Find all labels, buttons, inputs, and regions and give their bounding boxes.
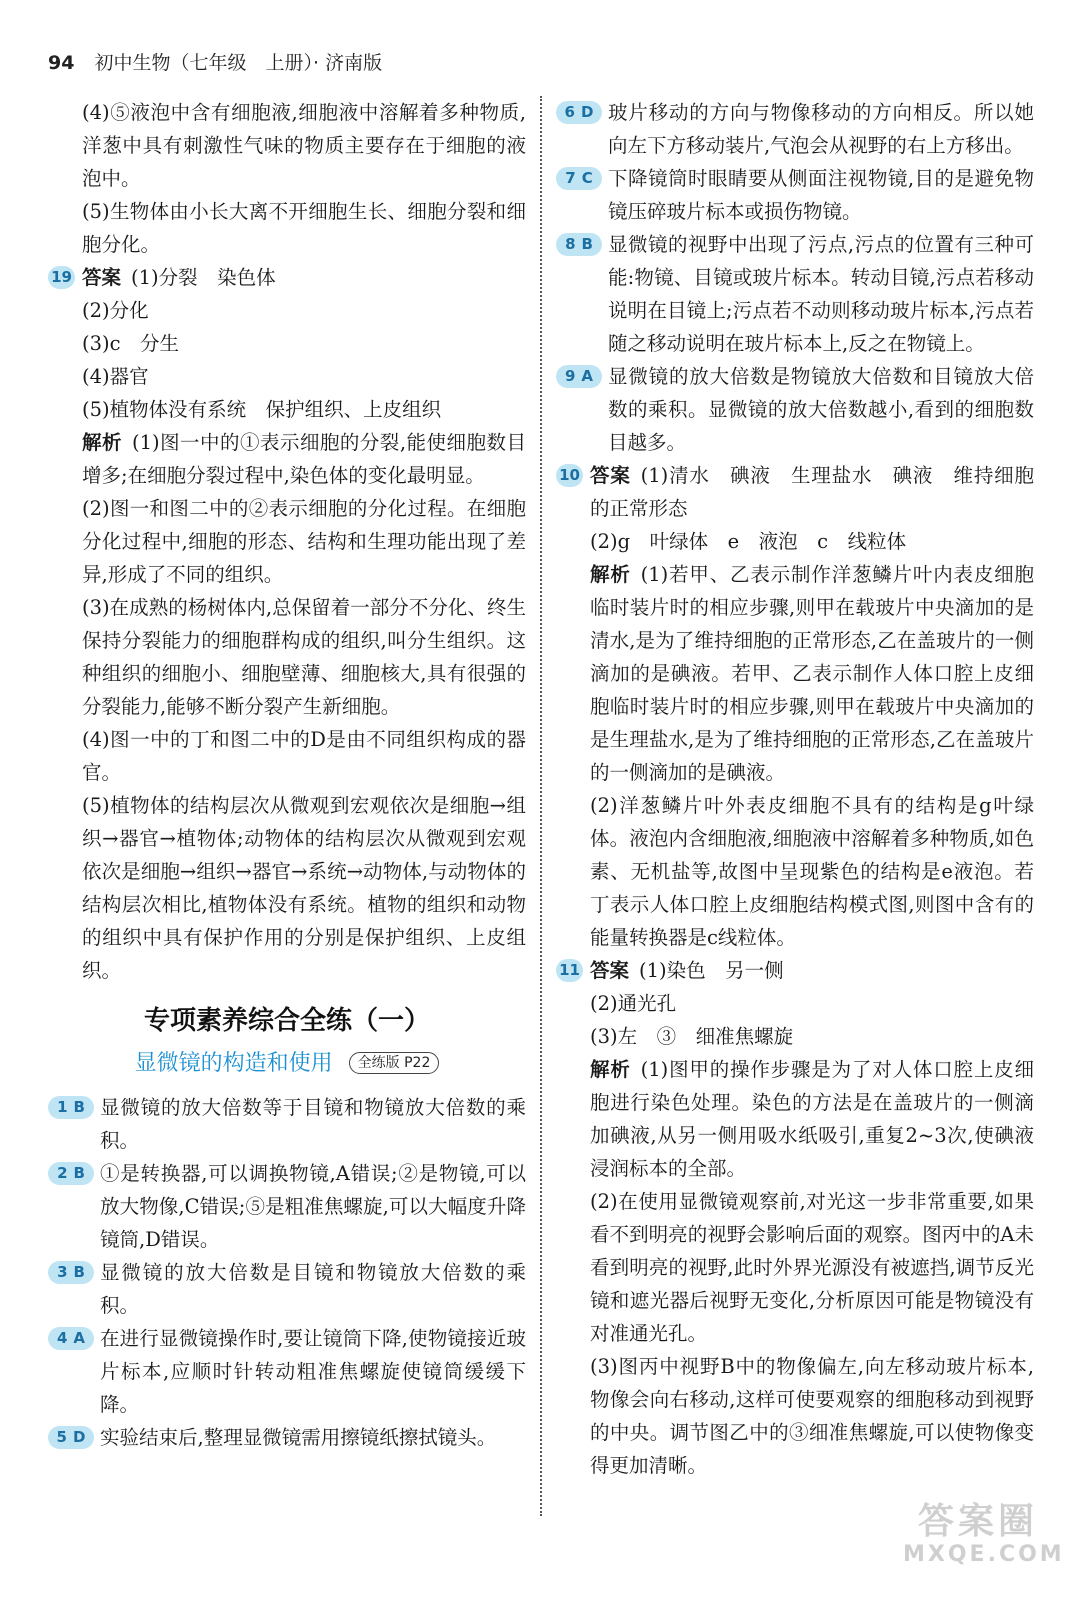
- book-title: 初中生物（七年级 上册）· 济南版: [94, 52, 383, 74]
- question-item: [556, 228, 1034, 360]
- question-item: [48, 1421, 526, 1454]
- answer-line: (2)通光孔: [590, 992, 677, 1015]
- question-number: 3: [57, 1263, 68, 1281]
- analysis-paragraph: [556, 558, 1034, 789]
- question-item: [48, 1091, 526, 1157]
- question-number: 6: [564, 103, 575, 121]
- answer-choice: B: [73, 1098, 85, 1116]
- question-number-badge: [556, 167, 602, 190]
- column-divider: [540, 96, 542, 1516]
- question-item: [556, 96, 1034, 162]
- analysis-paragraph: [48, 426, 526, 492]
- subsection-title: [48, 1047, 526, 1081]
- analysis-paragraph: (2)在使用显微镜观察前,对光这一步非常重要,如果看不到明亮的视野会影响后面的观察。图丙中的A未看到明亮的视野,此时外界光源没有被遮挡,调节反光镜和遮光器后视野无变化,分析原因可能是物镜没有对准通光孔。: [590, 1190, 1034, 1345]
- question-number-badge: [48, 1261, 94, 1284]
- answer-choice: C: [581, 169, 593, 187]
- analysis-paragraph: (5)植物体的结构层次从微观到宏观依次是细胞→组织→器官→植物体;动物体的结构层次从微观到宏观依次是细胞→组织→器官→系统→动物体,与动物体的结构层次相比,植物体没有系统。植物的组织和动物的组织中具有保护作用的分别是保护组织、上皮组织。: [82, 794, 526, 982]
- question-explanation: 下降镜筒时眼睛要从侧面注视物镜,目的是避免物镜压碎玻片标本或损伤物镜。: [608, 167, 1034, 223]
- question-explanation: 显微镜的放大倍数是物镜放大倍数和目镜放大倍数的乘积。显微镜的放大倍数越小,看到的细胞数目越多。: [608, 365, 1034, 454]
- answer-line: (3)左 ③ 细准焦螺旋: [590, 1025, 794, 1048]
- question-number: 5: [56, 1428, 67, 1446]
- analysis-paragraph: (2)洋葱鳞片叶外表皮细胞不具有的结构是g叶绿体。液泡内含细胞液,细胞液中溶解着多种物质,如色素、无机盐等,故图中呈现紫色的结构是e液泡。若丁表示人体口腔上皮细胞结构模式图,则图中含有的能量转换器是c线粒体。: [590, 794, 1034, 949]
- answer-choice: A: [73, 1329, 86, 1347]
- answer-line: (4)器官: [82, 365, 149, 388]
- answer-label: 答案: [82, 266, 122, 289]
- analysis-text: (1)图一中的①表示细胞的分裂,能使细胞数目增多;在细胞分裂过程中,染色体的变化最明显。: [82, 431, 526, 487]
- question-number: 8: [565, 235, 576, 253]
- question-11: [556, 954, 1034, 987]
- analysis-paragraph: (3)在成熟的杨树体内,总保留着一部分不分化、终生保持分裂能力的细胞群构成的组织,叫分生组织。这种组织的细胞小、细胞壁薄、细胞核大,具有很强的分裂能力,能够不断分裂产生新细胞。: [82, 596, 526, 718]
- answer-label: 答案: [590, 464, 631, 487]
- question-number: 4: [56, 1329, 68, 1347]
- question-number-badge: 11: [556, 959, 583, 982]
- left-column: [48, 96, 526, 1454]
- question-number-badge: [48, 1096, 94, 1119]
- question-item: [48, 1322, 526, 1421]
- right-column: [556, 96, 1034, 1482]
- continued-paragraph: (5)生物体由小长大离不开细胞生长、细胞分裂和细胞分化。: [82, 200, 526, 256]
- question-number-badge: [556, 101, 602, 124]
- question-number-badge: 10: [556, 464, 583, 487]
- answer-line: (5)植物体没有系统 保护组织、上皮组织: [82, 398, 442, 421]
- analysis-paragraph: [556, 1053, 1034, 1185]
- continued-paragraph: (4)⑤液泡中含有细胞液,细胞液中溶解着多种物质,洋葱中具有刺激性气味的物质主要存在于细胞的液泡中。: [82, 101, 526, 190]
- answer-line: (2)分化: [82, 299, 149, 322]
- analysis-paragraph: (2)图一和图二中的②表示细胞的分化过程。在细胞分化过程中,细胞的形态、结构和生理功能出现了差异,形成了不同的组织。: [82, 497, 526, 586]
- question-explanation: 在进行显微镜操作时,要让镜筒下降,使物镜接近玻片标本,应顺时针转动粗准焦螺旋使镜筒缓缓下降。: [100, 1327, 526, 1416]
- answer-line: (1)分裂 染色体: [131, 266, 276, 289]
- question-number-badge: [556, 365, 602, 388]
- question-explanation: 显微镜的放大倍数等于目镜和物镜放大倍数的乘积。: [100, 1096, 526, 1152]
- answer-choice: B: [581, 235, 593, 253]
- question-item: [48, 1256, 526, 1322]
- question-number-badge: [48, 1327, 94, 1350]
- watermark-text: 答案圈: [917, 1501, 1038, 1542]
- answer-line: (3)c 分生: [82, 332, 180, 355]
- question-number: 9: [564, 367, 576, 385]
- question-number-badge: [48, 1162, 94, 1185]
- answer-choice: D: [580, 103, 594, 121]
- analysis-paragraph: (3)图丙中视野B中的物像偏左,向左移动玻片标本,物像会向右移动,这样可使要观察的细胞移动到视野的中央。调节图乙中的③细准焦螺旋,可以使物像变得更加清晰。: [590, 1355, 1034, 1477]
- question-explanation: 实验结束后,整理显微镜需用擦镜纸擦拭镜头。: [100, 1426, 497, 1449]
- subsection-title-text: 显微镜的构造和使用: [134, 1051, 333, 1076]
- answer-line: (2)g 叶绿体 e 液泡 c 线粒体: [590, 530, 907, 553]
- question-item: [556, 360, 1034, 459]
- watermark-logo: [903, 1501, 1065, 1572]
- analysis-paragraph: (4)图一中的丁和图二中的D是由不同组织构成的器官。: [82, 728, 526, 784]
- question-item: [556, 162, 1034, 228]
- question-number: 2: [57, 1164, 68, 1182]
- question-number-badge: [556, 233, 602, 256]
- page-reference-tag: 全练版 P22: [349, 1052, 440, 1074]
- watermark-url: MXQE.COM: [903, 1542, 1065, 1567]
- answer-choice: D: [72, 1428, 86, 1446]
- question-10: [556, 459, 1034, 525]
- analysis-label: 解析: [590, 563, 631, 586]
- question-explanation: 玻片移动的方向与物像移动的方向相反。所以她向左下方移动装片,气泡会从视野的右上方移出。: [608, 101, 1034, 157]
- analysis-text: (1)图甲的操作步骤是为了对人体口腔上皮细胞进行染色处理。染色的方法是在盖玻片的一侧滴加碘液,从另一侧用吸水纸吸引,重复2~3次,使碘液浸润标本的全部。: [590, 1058, 1034, 1180]
- answer-choice: B: [73, 1263, 85, 1281]
- question-number-badge: [48, 1426, 94, 1449]
- question-19: [48, 261, 526, 294]
- answer-line: (1)染色 另一侧: [639, 959, 784, 982]
- analysis-label: 解析: [590, 1058, 631, 1081]
- question-number-badge: 19: [48, 266, 75, 289]
- page-number: 94: [48, 52, 75, 74]
- question-explanation: 显微镜的放大倍数是目镜和物镜放大倍数的乘积。: [100, 1261, 526, 1317]
- answer-choice: A: [581, 367, 594, 385]
- analysis-label: 解析: [82, 431, 122, 454]
- question-number: 7: [565, 169, 576, 187]
- question-explanation: ①是转换器,可以调换物镜,A错误;②是物镜,可以放大物像,C错误;⑤是粗准焦螺旋,可以大幅度升降镜筒,D错误。: [100, 1162, 526, 1251]
- page-header: [48, 48, 382, 75]
- section-title: 专项素养综合全练（一）: [143, 1006, 430, 1036]
- question-item: [48, 1157, 526, 1256]
- answer-line: (1)清水 碘液 生理盐水 碘液 维持细胞的正常形态: [590, 464, 1034, 520]
- answer-choice: B: [73, 1164, 85, 1182]
- question-number: 1: [57, 1098, 68, 1116]
- question-explanation: 显微镜的视野中出现了污点,污点的位置有三种可能:物镜、目镜或玻片标本。转动目镜,污点若移动说明在目镜上;污点若不动则移动玻片标本,污点若随之移动说明在玻片标本上,反之在物镜上。: [608, 233, 1034, 355]
- answer-label: 答案: [590, 959, 630, 982]
- analysis-text: (1)若甲、乙表示制作洋葱鳞片叶内表皮细胞临时装片时的相应步骤,则甲在载玻片中央滴加的是清水,是为了维持细胞的正常形态,乙在盖玻片的一侧滴加的是碘液。若甲、乙表示制作人体口腔上皮细胞临时装片时的相应步骤,则甲在载玻片中央滴加的是生理盐水,是为了维持细胞的正常形态,乙在盖玻片的一侧滴加的是碘液。: [590, 563, 1034, 784]
